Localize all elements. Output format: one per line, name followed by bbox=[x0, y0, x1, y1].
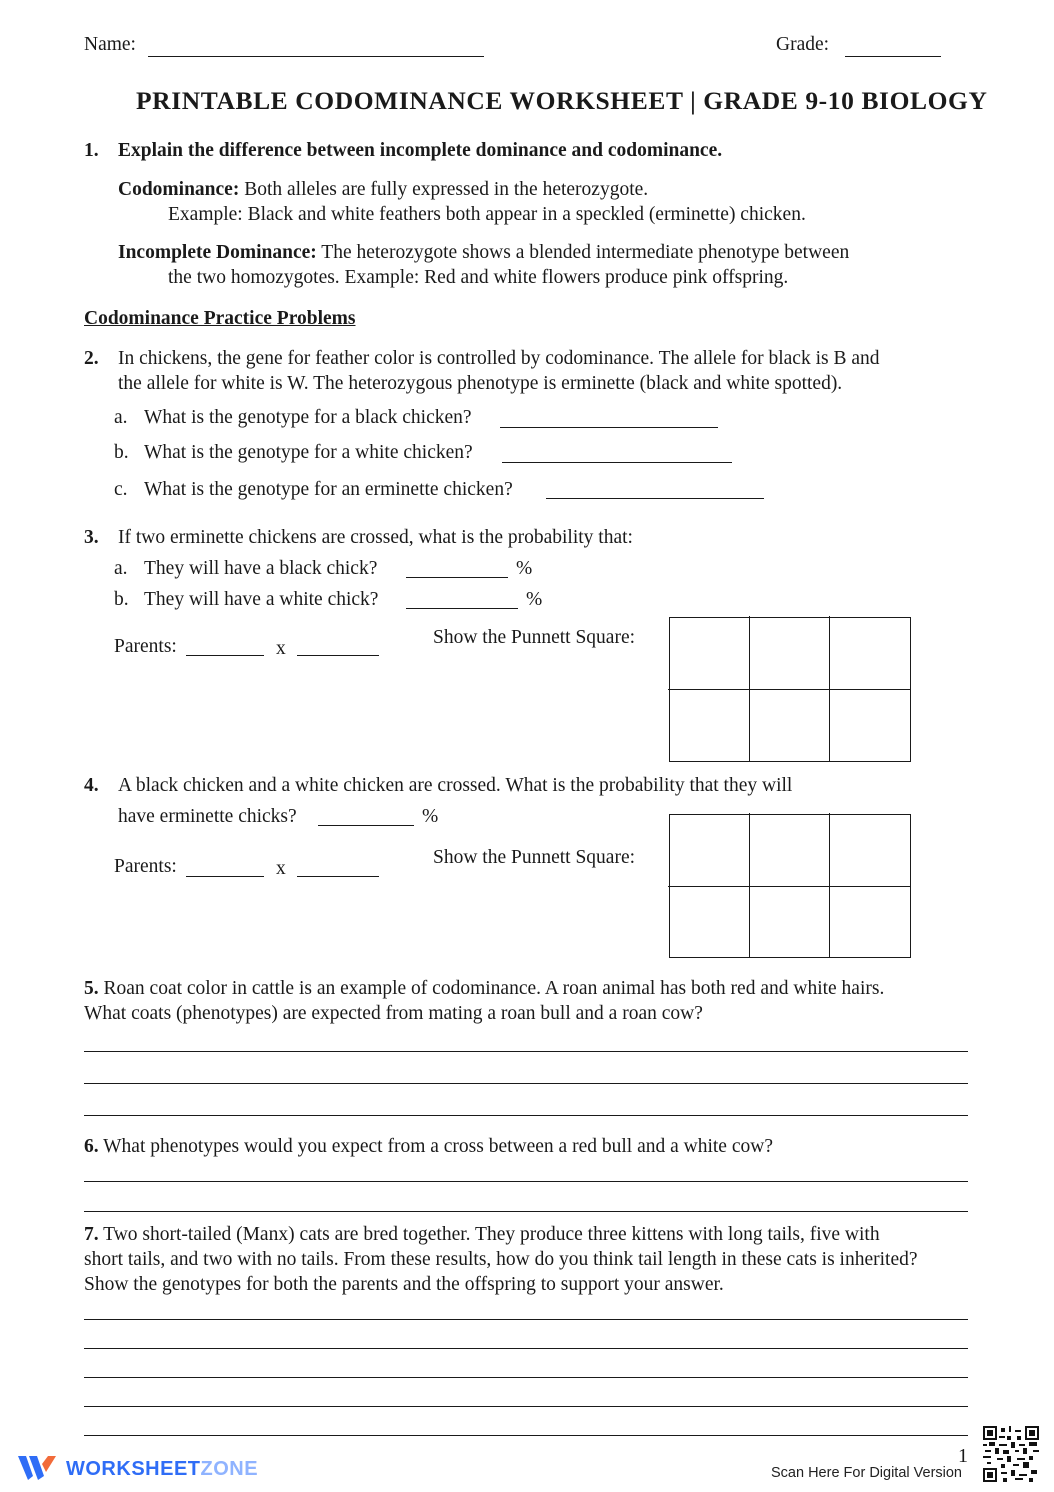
q1-question: Explain the difference between incomplete dominance and codominance. bbox=[118, 140, 723, 161]
q3-parent2-line[interactable] bbox=[297, 655, 379, 656]
q4-punnett-label: Show the Punnett Square: bbox=[433, 847, 636, 868]
q3b-percent: % bbox=[526, 589, 543, 610]
q5-text: Roan coat color in cattle is an example of codominance. A roan animal has both red and white hairs. bbox=[103, 978, 885, 999]
q2c-question: What is the genotype for an erminette chicken? bbox=[144, 479, 513, 500]
q7-answer-line[interactable] bbox=[84, 1319, 968, 1320]
name-field[interactable] bbox=[148, 56, 484, 57]
q5-answer-line[interactable] bbox=[84, 1115, 968, 1116]
page-title: PRINTABLE CODOMINANCE WORKSHEET | GRADE 9-10 BIOLOGY bbox=[136, 86, 988, 115]
q4-punnett-square bbox=[669, 814, 911, 958]
q2b-label: b. bbox=[114, 442, 129, 463]
q3-parents-label: Parents: bbox=[114, 636, 177, 657]
q4-answer-line[interactable] bbox=[318, 825, 414, 826]
q6-text: What phenotypes would you expect from a cross between a red bull and a white cow? bbox=[103, 1136, 773, 1157]
q7-answer-line[interactable] bbox=[84, 1348, 968, 1349]
q2c-label: c. bbox=[114, 479, 128, 500]
q7-text-line3: Show the genotypes for both the parents and the offspring to support your answer. bbox=[84, 1274, 724, 1295]
q4-parents-label: Parents: bbox=[114, 856, 177, 877]
q3b-label: b. bbox=[114, 589, 129, 610]
q5-text-line2: What coats (phenotypes) are expected from mating a roan bull and a roan cow? bbox=[84, 1003, 703, 1024]
q4-parent1-line[interactable] bbox=[186, 876, 264, 877]
q6-number: 6. bbox=[84, 1136, 99, 1157]
q7-number: 7. bbox=[84, 1224, 99, 1245]
q2-text-line1: In chickens, the gene for feather color is controlled by codominance. The allele for black is B and bbox=[118, 348, 880, 369]
q2a-answer-line[interactable] bbox=[500, 427, 718, 428]
q3b-answer-line[interactable] bbox=[406, 608, 518, 609]
logo-text-worksheet: WORKSHEET bbox=[66, 1458, 201, 1480]
q5-number: 5. bbox=[84, 978, 99, 999]
q3a-answer-line[interactable] bbox=[406, 577, 508, 578]
q3-number: 3. bbox=[84, 527, 99, 548]
q4-percent: % bbox=[422, 806, 439, 827]
q4-cross-symbol: x bbox=[276, 858, 286, 879]
q3a-label: a. bbox=[114, 558, 128, 579]
logo-text-zone: ZONE bbox=[200, 1458, 259, 1480]
qr-code-icon[interactable] bbox=[983, 1426, 1039, 1482]
worksheetzone-logo-icon bbox=[16, 1452, 62, 1484]
q1-number: 1. bbox=[84, 140, 99, 161]
q3-text: If two erminette chickens are crossed, what is the probability that: bbox=[118, 527, 633, 548]
q4-text-line2: have erminette chicks? bbox=[118, 806, 297, 827]
q7-text-line1 bbox=[84, 1222, 880, 1247]
grade-label: Grade: bbox=[776, 34, 830, 55]
section-heading: Codominance Practice Problems bbox=[84, 308, 356, 329]
q3-parent1-line[interactable] bbox=[186, 655, 264, 656]
q2b-question: What is the genotype for a white chicken? bbox=[144, 442, 473, 463]
q3a-percent: % bbox=[516, 558, 533, 579]
q2-text-line2: the allele for white is W. The heterozygous phenotype is erminette (black and white spotted). bbox=[118, 373, 843, 394]
q7-text: Two short-tailed (Manx) cats are bred together. They produce three kittens with long tails, five with bbox=[103, 1224, 880, 1245]
q3-cross-symbol: x bbox=[276, 638, 286, 659]
q4-number: 4. bbox=[84, 775, 99, 796]
codominance-text: Both alleles are fully expressed in the heterozygote. bbox=[244, 179, 649, 200]
incomplete-definition bbox=[118, 240, 849, 265]
q3-punnett-label: Show the Punnett Square: bbox=[433, 627, 636, 648]
q5-answer-line[interactable] bbox=[84, 1051, 968, 1052]
q3-punnett-square bbox=[669, 617, 911, 762]
q5-text-line1 bbox=[84, 976, 884, 1001]
q7-text-line2: short tails, and two with no tails. From these results, how do you think tail length in these cats is inherited? bbox=[84, 1249, 918, 1270]
codominance-example: Example: Black and white feathers both appear in a speckled (erminette) chicken. bbox=[168, 204, 806, 225]
codominance-definition bbox=[118, 177, 648, 202]
q2-number: 2. bbox=[84, 348, 99, 369]
q6-question bbox=[84, 1134, 773, 1159]
codominance-term: Codominance: bbox=[118, 179, 240, 200]
scan-here-text: Scan Here For Digital Version bbox=[771, 1465, 962, 1481]
incomplete-text-continued: the two homozygotes. Example: Red and white flowers produce pink offspring. bbox=[168, 267, 789, 288]
q7-answer-line[interactable] bbox=[84, 1435, 968, 1436]
q2a-label: a. bbox=[114, 407, 128, 428]
incomplete-term: Incomplete Dominance: bbox=[118, 242, 317, 263]
q2c-answer-line[interactable] bbox=[546, 498, 764, 499]
worksheetzone-logo-text bbox=[66, 1458, 258, 1481]
q7-answer-line[interactable] bbox=[84, 1406, 968, 1407]
q6-answer-line[interactable] bbox=[84, 1211, 968, 1212]
name-label: Name: bbox=[84, 34, 136, 55]
q7-answer-line[interactable] bbox=[84, 1377, 968, 1378]
grade-field[interactable] bbox=[845, 56, 941, 57]
q4-parent2-line[interactable] bbox=[297, 876, 379, 877]
punnett-grid-row bbox=[668, 886, 910, 887]
q3b-question: They will have a white chick? bbox=[144, 589, 379, 610]
incomplete-text: The heterozygote shows a blended intermediate phenotype between bbox=[321, 242, 850, 263]
q3a-question: They will have a black chick? bbox=[144, 558, 378, 579]
q6-answer-line[interactable] bbox=[84, 1181, 968, 1182]
q2b-answer-line[interactable] bbox=[502, 462, 732, 463]
q5-answer-line[interactable] bbox=[84, 1083, 968, 1084]
page-number: 1 bbox=[958, 1445, 968, 1467]
punnett-grid-row bbox=[668, 689, 910, 690]
q4-text-line1: A black chicken and a white chicken are crossed. What is the probability that they will bbox=[118, 775, 793, 796]
q2a-question: What is the genotype for a black chicken? bbox=[144, 407, 472, 428]
